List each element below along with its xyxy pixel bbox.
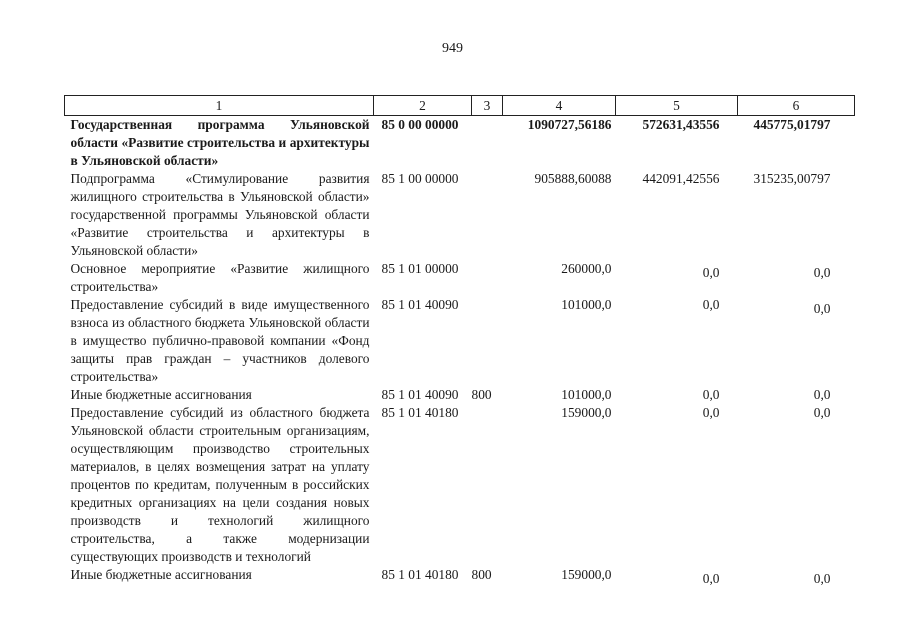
row-value-1: 260000,0 [561,261,612,276]
table-row [65,170,855,260]
row-value-2: 0,0 [702,405,720,420]
table-row [65,566,855,588]
row-code: 85 1 00 00000 [381,171,459,186]
row-value-3: 315235,00797 [753,171,831,186]
row-code: 85 1 01 40090 [381,297,459,312]
row-type: 800 [471,387,492,402]
row-value-2: 0,0 [702,387,720,402]
row-code: 85 0 00 00000 [381,117,459,132]
table-row [65,404,855,566]
row-value-1: 101000,0 [561,297,612,312]
row-type [472,116,503,171]
row-type [472,404,503,566]
row-name: Основное мероприятие «Развитие жилищного строительства» [70,261,370,294]
table-row [65,386,855,404]
table-row [65,116,855,171]
row-code: 85 1 01 40180 [381,567,459,582]
row-name: Предоставление субсидий из областного бюджета Ульяновской области строительным организациям, осуществляющим производство строительных материалов, в целях возмещения затрат на уплату процентов по кредитам, полученным в российских кредитных организациях на цели создания новых производств и технологий жилищного строительства, а также модернизации существующих производств и технологий [70,405,370,564]
row-value-1: 1090727,56186 [527,117,612,132]
row-value-2: 442091,42556 [642,171,720,186]
row-value-2: 572631,43556 [642,117,720,132]
column-header-2: 2 [374,96,472,116]
row-value-3: 0,0 [813,301,831,316]
row-value-3: 0,0 [813,387,831,402]
row-value-3: 0,0 [813,265,831,280]
row-code: 85 1 01 40090 [381,387,459,402]
row-value-3: 0,0 [813,571,831,586]
row-type [472,170,503,260]
row-value-1: 159000,0 [561,405,612,420]
column-header-1: 1 [65,96,374,116]
row-value-1: 159000,0 [561,567,612,582]
row-value-2: 0,0 [702,265,720,280]
row-type [472,296,503,386]
row-value-1: 101000,0 [561,387,612,402]
page-number: 949 [442,41,463,56]
row-type [472,260,503,296]
row-value-3: 445775,01797 [753,117,831,132]
row-name: Иные бюджетные ассигнования [70,387,252,402]
table-header [65,96,855,116]
row-value-2: 0,0 [702,571,720,586]
row-name: Предоставление субсидий в виде имущественного взноса из областного бюджета Ульяновской области в имущество публично-правовой компании «Фонд защиты прав граждан – участников долевого строительства» [70,297,370,384]
column-header-4: 4 [503,96,616,116]
row-name: Государственная программа Ульяновской области «Развитие строительства и архитектуры в Ульяновской области» [70,117,370,168]
row-code: 85 1 01 40180 [381,405,459,420]
table-body [65,116,855,589]
row-name: Подпрограмма «Стимулирование развития жилищного строительства в Ульяновской области» государственной программы Ульяновской области «Развитие строительства и архитектуры в Ульяновской области» [70,171,370,258]
row-code: 85 1 01 00000 [381,261,459,276]
budget-table [64,95,855,588]
column-header-3: 3 [472,96,503,116]
row-value-2: 0,0 [702,297,720,312]
header-row [65,96,855,116]
row-value-3: 0,0 [813,405,831,420]
row-type: 800 [471,567,492,582]
column-header-6: 6 [738,96,855,116]
row-value-1: 905888,60088 [534,171,612,186]
table-row [65,260,855,296]
table-row [65,296,855,386]
column-header-5: 5 [616,96,738,116]
row-name: Иные бюджетные ассигнования [70,567,252,582]
